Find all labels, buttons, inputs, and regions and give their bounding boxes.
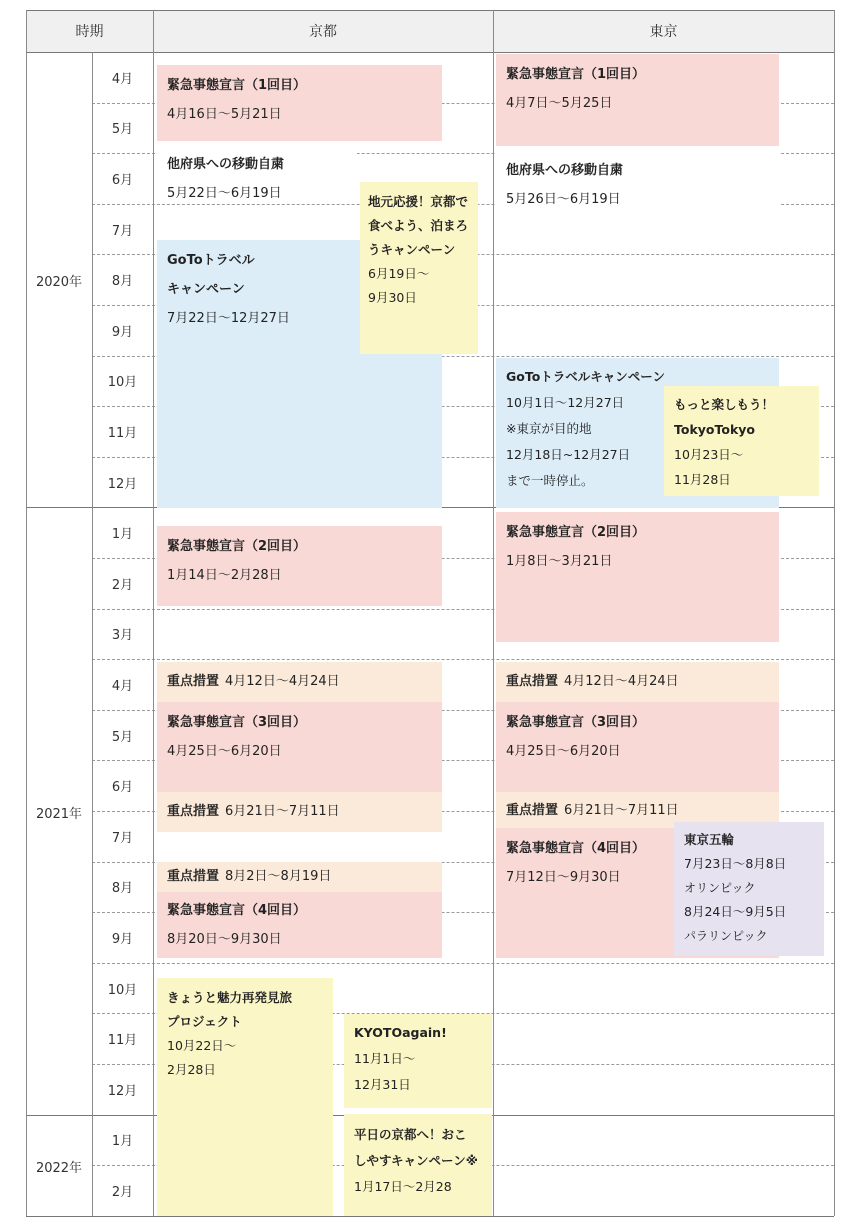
month-label: 8月 — [111, 881, 134, 897]
month-label: 11月 — [107, 425, 138, 441]
month-label: 1月 — [111, 1134, 134, 1150]
tokyo-emergency-1: 緊急事態宣言（1回目） 4月7日～5月25日 — [496, 54, 779, 146]
kyoto-priority-2: 重点措置 6月21日～7月11日 — [157, 792, 442, 832]
month-label: 2月 — [111, 577, 134, 593]
month-label: 9月 — [111, 324, 134, 340]
month-label: 3月 — [111, 628, 134, 644]
month-label: 5月 — [111, 122, 134, 138]
year-label-2021: 2021年 — [35, 806, 83, 822]
tokyo-olympics: 東京五輪 7月23日～8月8日 オリンピック 8月24日～9月5日 パラリンピック — [674, 822, 824, 956]
kyoto-heijitsu-campaign: 平日の京都へ！おこ しやすキャンペーン※ 1月17日～2月28 — [344, 1114, 492, 1216]
month-label: 7月 — [111, 830, 134, 846]
kyoto-emergency-1: 緊急事態宣言（1回目） 4月16日～5月21日 — [157, 65, 442, 141]
tokyo-emergency-3: 緊急事態宣言（3回目） 4月25日～6月20日 — [496, 702, 779, 792]
month-label: 2月 — [111, 1184, 134, 1200]
tokyo-emergency-4: 緊急事態宣言（4回目） 7月12日～9月30日 — [496, 828, 779, 958]
month-label: 10月 — [107, 982, 138, 998]
tokyo-priority-1: 重点措置 4月12日～4月24日 — [496, 662, 779, 702]
header-tokyo: 東京 — [493, 10, 834, 52]
kyoto-goto-travel: GoToトラベル キャンペーン 7月22日～12月27日 — [157, 240, 442, 508]
tokyo-priority-2: 重点措置 6月21日～7月11日 — [496, 792, 779, 828]
kyoto-again: KYOTOagain! 11月1日～ 12月31日 — [344, 1014, 492, 1108]
month-label: 7月 — [111, 223, 134, 239]
month-label: 6月 — [111, 172, 134, 188]
kyoto-priority-3: 重点措置 8月2日～8月19日 — [157, 862, 442, 892]
kyoto-priority-1: 重点措置 4月12日～4月24日 — [157, 662, 442, 702]
month-label: 12月 — [107, 1083, 138, 1099]
tokyo-motto-tanoshimou: もっと楽しもう！ TokyoTokyo 10月23日～ 11月28日 — [664, 386, 819, 496]
month-label: 1月 — [111, 527, 134, 543]
month-label: 8月 — [111, 274, 134, 290]
tokyo-goto-travel: GoToトラベルキャンペーン 10月1日～12月27日 ※東京が目的地 12月18日~12月27日 まで一時停止。 — [496, 358, 779, 508]
tokyo-emergency-2: 緊急事態宣言（2回目） 1月8日～3月21日 — [496, 512, 779, 642]
header-period: 時期 — [26, 10, 153, 52]
month-label: 10月 — [107, 375, 138, 391]
timeline-table — [26, 10, 834, 1216]
year-label-2022: 2022年 — [35, 1160, 83, 1176]
month-label: 4月 — [111, 678, 134, 694]
month-label: 9月 — [111, 931, 134, 947]
header-kyoto: 京都 — [153, 10, 493, 52]
kyoto-local-support: 地元応援！京都で食べよう、泊まろうキャンペーン 6月19日～ 9月30日 — [360, 182, 478, 354]
month-label: 4月 — [111, 71, 134, 87]
year-label-2020: 2020年 — [35, 274, 83, 290]
month-label: 6月 — [111, 780, 134, 796]
kyoto-emergency-4: 緊急事態宣言（4回目） 8月20日～9月30日 — [157, 892, 442, 958]
month-label: 5月 — [111, 729, 134, 745]
kyoto-miryoku-project: きょうと魅力再発見旅 プロジェクト 10月22日～ 2月28日 — [157, 978, 333, 1216]
tokyo-self-restraint: 他府県への移動自粛 5月26日～6月19日 — [496, 150, 779, 210]
kyoto-emergency-2: 緊急事態宣言（2回目） 1月14日～2月28日 — [157, 526, 442, 606]
month-label: 11月 — [107, 1033, 138, 1049]
kyoto-emergency-3: 緊急事態宣言（3回目） 4月25日～6月20日 — [157, 702, 442, 792]
month-label: 12月 — [107, 476, 138, 492]
kyoto-self-restraint: 他府県への移動自粛 5月22日～6月19日 — [157, 144, 357, 204]
